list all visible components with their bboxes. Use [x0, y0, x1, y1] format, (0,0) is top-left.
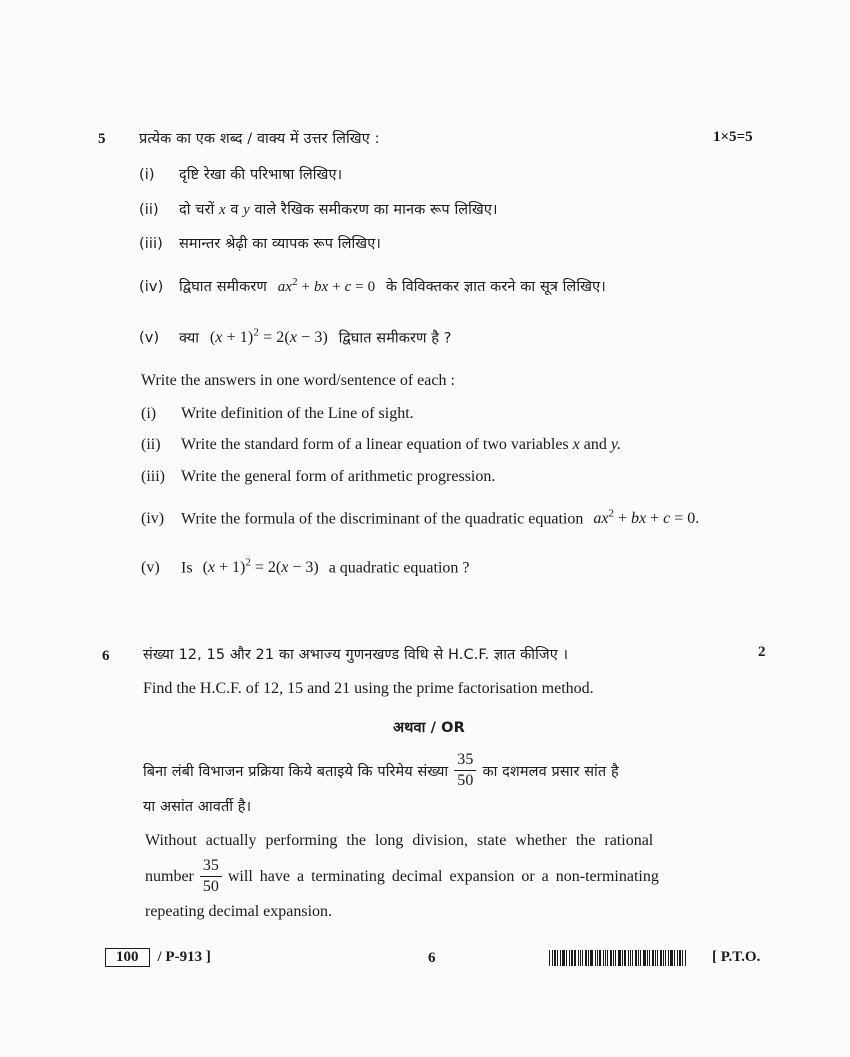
q6-marks: 2: [758, 644, 766, 660]
barcode-bar: [665, 950, 666, 966]
footer-page-number: 6: [428, 950, 436, 966]
barcode-bar: [560, 950, 561, 966]
barcode-bar: [679, 950, 681, 966]
barcode-bar: [657, 950, 658, 966]
barcode-bar: [674, 950, 675, 966]
barcode-bar: [660, 950, 662, 966]
q5-marks: 1×5=5: [713, 129, 753, 145]
barcode-bar: [615, 950, 616, 966]
barcode-bar: [618, 950, 621, 966]
quadratic-equation: $ax^2$ + bx + c = 0: [277, 276, 376, 295]
fraction-35-50: $\frac{35}{50}$: [454, 750, 476, 791]
barcode-bar: [630, 950, 631, 966]
q5-english-item-3: (iii) Write the general form of arithmetic progression.: [141, 468, 496, 485]
barcode-bar: [670, 950, 673, 966]
barcode-bar: [569, 950, 570, 966]
barcode-bar: [552, 950, 553, 966]
q5-hindi-item-3: (iii) समान्तर श्रेढ़ी का व्यापक रूप लिखिए।: [139, 236, 381, 252]
barcode-bar: [599, 950, 601, 966]
barcode-bar: [624, 950, 626, 966]
barcode-bar: [622, 950, 623, 966]
barcode-bar: [652, 950, 654, 966]
question-number-5: 5: [98, 131, 106, 147]
q6-hindi-text: संख्या 12, 15 और 21 का अभाज्य गुणनखण्ड विधि से H.C.F. ज्ञात कीजिए ।: [143, 647, 569, 663]
q5-hindi-item-5: (v) क्या $(x + 1)^2 = 2(x - 3)$ द्विघात समीकरण है ?: [139, 327, 452, 347]
q5-hindi-item-4: (iv) द्विघात समीकरण $ax^2$ + bx + c = 0 के विविक्तकर ज्ञात करने का सूत्र लिखिए।: [139, 276, 606, 295]
barcode-bar: [605, 950, 606, 966]
q5-hindi-instruction: प्रत्येक का एक शब्द / वाक्य में उत्तर लिखिए :: [139, 131, 380, 147]
equation-v-en: $(x + 1)^2 = 2(x - 3)$: [202, 557, 319, 577]
barcode-bar: [638, 950, 639, 966]
barcode-bar: [663, 950, 664, 966]
barcode-bar: [647, 950, 648, 966]
q6-english-alt-line2: number $\frac{35}{50}$ will have a terminating decimal expansion or a non-terminating: [145, 857, 659, 895]
q6-hindi-alt-line1: बिना लंबी विभाजन प्रक्रिया किये बताइये कि परिमेय संख्या $\frac{35}{50}$ का दशमलव प्रसार सांत है: [143, 751, 619, 789]
footer-code: 100 / P-913 ]: [105, 948, 211, 967]
barcode-bar: [613, 950, 614, 966]
q6-english-text: Find the H.C.F. of 12, 15 and 21 using the prime factorisation method.: [143, 680, 594, 697]
footer-pto: [ P.T.O.: [712, 949, 761, 965]
barcode-bar: [554, 950, 556, 966]
quadratic-equation-en: $ax^2$ + bx + c = 0.: [593, 508, 700, 528]
q5-english-item-1: (i) Write definition of the Line of sight.: [141, 405, 414, 422]
barcode-bar: [590, 950, 593, 966]
q6-english-alt-line1: Without actually performing the long division, state whether the rational: [145, 832, 654, 849]
barcode-bar: [574, 950, 576, 966]
barcode-bar: [635, 950, 637, 966]
q6-hindi-alt-line2: या असांत आवर्ती है।: [143, 799, 252, 815]
barcode-bar: [597, 950, 598, 966]
or-separator: अथवा / OR: [393, 720, 465, 736]
question-number-6: 6: [102, 648, 110, 664]
barcode-bar: [566, 950, 567, 966]
q5-english-item-2: (ii) Write the standard form of a linear equation of two variables x and y.: [141, 436, 622, 453]
barcode-bar: [649, 950, 650, 966]
barcode-bar: [685, 950, 686, 966]
barcode-bar: [682, 950, 683, 966]
barcode-bar: [580, 950, 581, 966]
barcode-bar: [588, 950, 589, 966]
barcode-bar: [557, 950, 558, 966]
q5-english-item-4: (iv) Write the formula of the discriminant of the quadratic equation $ax^2$ + bx + c = 0.: [141, 508, 700, 528]
q5-hindi-item-1: (i) दृष्टि रेखा की परिभाषा लिखिए।: [139, 167, 343, 183]
barcode-bar: [632, 950, 633, 966]
q6-english-alt-line3: repeating decimal expansion.: [145, 903, 333, 920]
q5-english-instruction: Write the answers in one word/sentence of each :: [141, 372, 455, 389]
barcode-bar: [628, 950, 629, 966]
equation-v: $(x + 1)^2 = 2(x - 3)$: [209, 327, 328, 347]
barcode-bar: [610, 950, 612, 966]
barcode-bar: [607, 950, 608, 966]
barcode-bar: [562, 950, 565, 966]
barcode-bar: [549, 950, 550, 966]
barcode-bar: [655, 950, 656, 966]
barcode-bar: [582, 950, 583, 966]
barcode-bar: [668, 950, 669, 966]
barcode-bar: [677, 950, 678, 966]
barcode-bar: [603, 950, 604, 966]
fraction-35-50-en: $\frac{35}{50}$: [200, 856, 222, 897]
barcode-bar: [578, 950, 579, 966]
footer-box: 100: [105, 948, 150, 967]
q5-hindi-item-2: (ii) दो चरों x व y वाले रैखिक समीकरण का मानक रूप लिखिए।: [139, 202, 498, 218]
barcode-bar: [571, 950, 573, 966]
barcode-bar: [585, 950, 587, 966]
barcode-bar: [643, 950, 646, 966]
barcode-icon: [549, 950, 695, 966]
q5-english-item-5: (v) Is $(x + 1)^2 = 2(x - 3)$ a quadratic equation ?: [141, 557, 470, 577]
barcode-bar: [595, 950, 596, 966]
barcode-bar: [640, 950, 641, 966]
